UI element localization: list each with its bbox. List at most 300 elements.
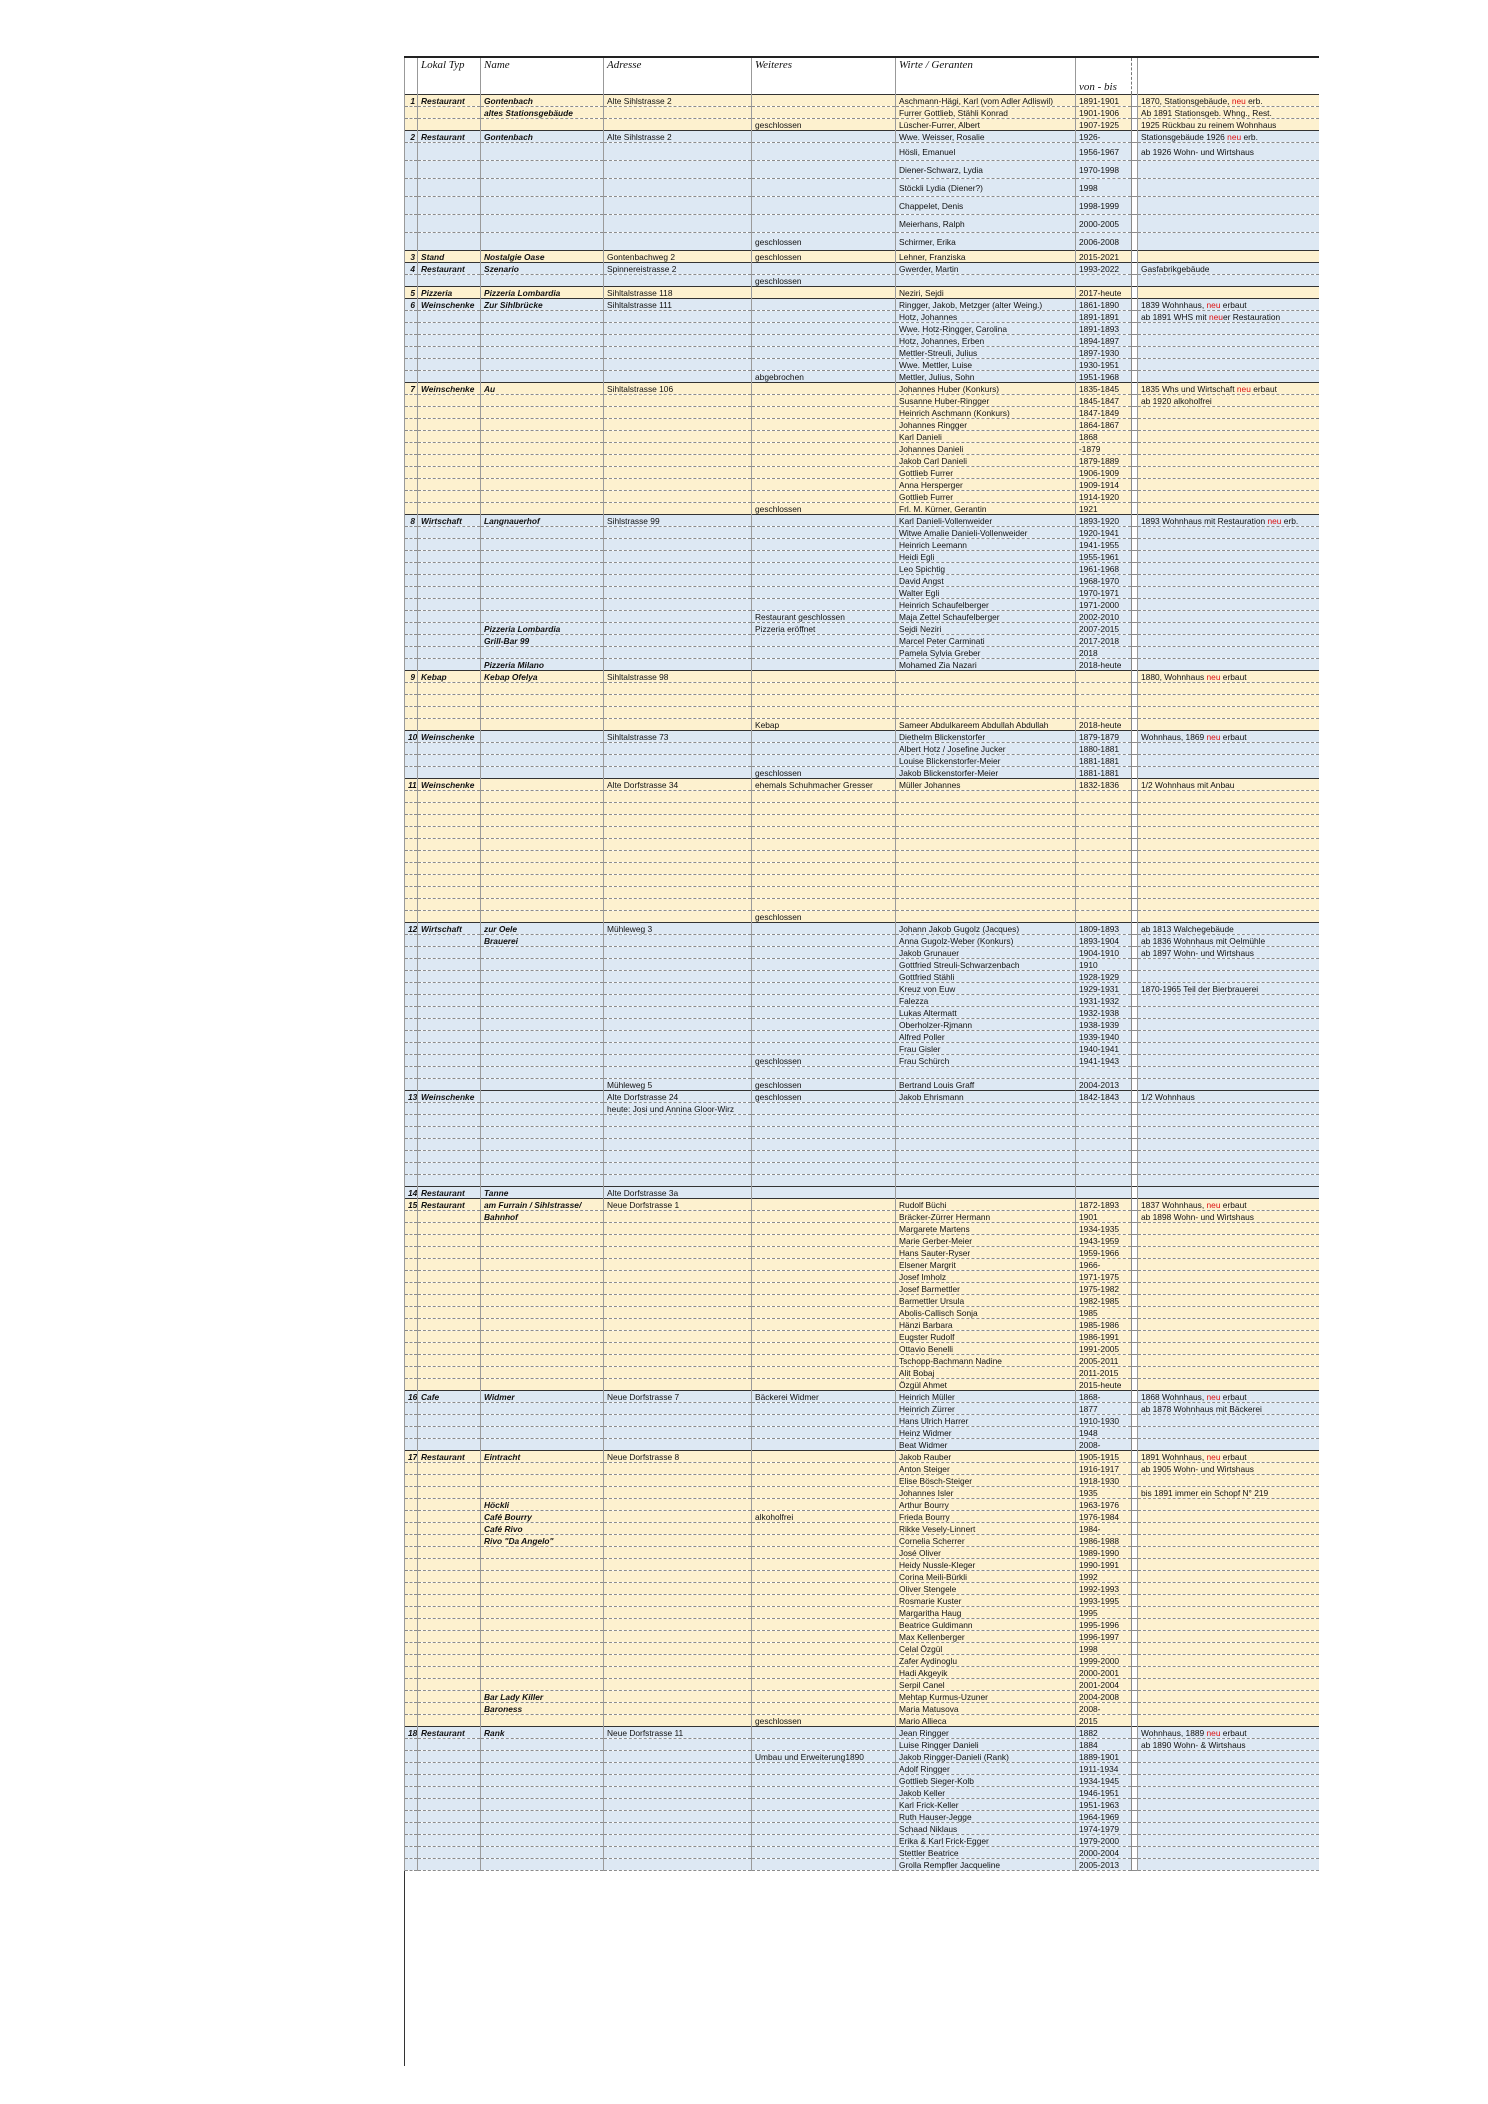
cell-weiteres [752, 803, 896, 815]
table-row [405, 1223, 1319, 1235]
cell-nr [405, 455, 418, 467]
cell-nr [405, 1595, 418, 1607]
cell-name [481, 359, 604, 371]
neu-highlight: neu [1206, 1727, 1221, 1738]
cell-remarks [1138, 431, 1319, 443]
cell-wirte [896, 695, 1076, 707]
cell-name [481, 1319, 604, 1331]
cell-remarks [1138, 179, 1319, 197]
cell-wirte: Mettler-Streuli, Julius [896, 347, 1076, 359]
cell-nr: 18 [405, 1727, 418, 1739]
cell-von-bis: 2000-2004 [1076, 1847, 1132, 1859]
cell-adresse [604, 707, 752, 719]
cell-weiteres [752, 1787, 896, 1799]
cell-name [481, 563, 604, 575]
table-row [405, 899, 1319, 911]
cell-von-bis: 2000-2005 [1076, 215, 1132, 233]
cell-wirte: Kreuz von Euw [896, 983, 1076, 995]
cell-adresse [604, 647, 752, 659]
cell-name [481, 851, 604, 863]
cell-weiteres [752, 1379, 896, 1391]
cell-von-bis: 1986-1988 [1076, 1535, 1132, 1547]
cell-von-bis [1076, 707, 1132, 719]
cell-von-bis: 1951-1963 [1076, 1799, 1132, 1811]
cell-remarks: 1868 Wohnhaus, neu erbaut [1138, 1391, 1319, 1403]
cell-weiteres [752, 179, 896, 197]
table-row [405, 1307, 1319, 1319]
cell-nr [405, 179, 418, 197]
cell-nr: 12 [405, 923, 418, 935]
cell-wirte [896, 275, 1076, 287]
cell-weiteres [752, 1775, 896, 1787]
cell-remarks [1138, 647, 1319, 659]
cell-von-bis: 1996-1997 [1076, 1631, 1132, 1643]
cell-remarks [1138, 1031, 1319, 1043]
cell-lokal-typ [418, 1619, 481, 1631]
header-weiteres: Weiteres [752, 57, 896, 95]
cell-weiteres [752, 971, 896, 983]
cell-adresse [604, 233, 752, 251]
cell-weiteres [752, 995, 896, 1007]
cell-wirte: Johannes Isler [896, 1487, 1076, 1499]
cell-remarks: 1835 Whs und Wirtschaft neu erbaut [1138, 383, 1319, 395]
cell-nr [405, 1139, 418, 1151]
cell-lokal-typ [418, 1499, 481, 1511]
cell-lokal-typ [418, 503, 481, 515]
cell-wirte: David Angst [896, 575, 1076, 587]
cell-nr [405, 1475, 418, 1487]
cell-wirte [896, 1067, 1076, 1079]
cell-nr [405, 599, 418, 611]
neu-highlight: neu [1206, 671, 1221, 682]
cell-lokal-typ [418, 983, 481, 995]
cell-nr [405, 371, 418, 383]
cell-name: Eintracht [481, 1451, 604, 1463]
cell-lokal-typ [418, 1775, 481, 1787]
cell-lokal-typ [418, 1355, 481, 1367]
cell-name [481, 419, 604, 431]
cell-nr [405, 827, 418, 839]
cell-von-bis [1076, 863, 1132, 875]
cell-adresse [604, 815, 752, 827]
cell-nr [405, 1751, 418, 1763]
cell-name [481, 1043, 604, 1055]
table-row [405, 611, 1319, 623]
table-row [405, 1331, 1319, 1343]
cell-nr [405, 1223, 418, 1235]
cell-weiteres [752, 383, 896, 395]
cell-weiteres [752, 887, 896, 899]
cell-lokal-typ [418, 1247, 481, 1259]
table-row [405, 1127, 1319, 1139]
cell-adresse [604, 971, 752, 983]
cell-weiteres [752, 599, 896, 611]
cell-adresse [604, 803, 752, 815]
cell-lokal-typ [418, 179, 481, 197]
cell-weiteres [752, 1667, 896, 1679]
cell-nr: 7 [405, 383, 418, 395]
cell-lokal-typ [418, 1535, 481, 1547]
cell-name: Au [481, 383, 604, 395]
cell-adresse [604, 1031, 752, 1043]
cell-lokal-typ [418, 143, 481, 161]
cell-adresse [604, 683, 752, 695]
cell-adresse [604, 1019, 752, 1031]
cell-remarks [1138, 1439, 1319, 1451]
cell-adresse [604, 1655, 752, 1667]
table-row [405, 923, 1319, 935]
cell-name [481, 1031, 604, 1043]
cell-remarks: 1893 Wohnhaus mit Restauration neu erb. [1138, 515, 1319, 527]
cell-adresse [604, 1223, 752, 1235]
cell-weiteres: geschlossen [752, 275, 896, 287]
table-row [405, 1571, 1319, 1583]
cell-von-bis: 1993-1995 [1076, 1595, 1132, 1607]
table-row [405, 971, 1319, 983]
cell-adresse: Alte Dorfstrasse 34 [604, 779, 752, 791]
cell-lokal-typ [418, 1211, 481, 1223]
cell-weiteres [752, 215, 896, 233]
cell-remarks [1138, 407, 1319, 419]
cell-adresse [604, 1055, 752, 1067]
cell-name [481, 1259, 604, 1271]
cell-weiteres [752, 1355, 896, 1367]
cell-remarks [1138, 743, 1319, 755]
cell-wirte: Mario Allieca [896, 1715, 1076, 1727]
cell-weiteres: geschlossen [752, 1091, 896, 1103]
cell-lokal-typ [418, 1055, 481, 1067]
cell-adresse [604, 1691, 752, 1703]
cell-nr [405, 563, 418, 575]
cell-name [481, 143, 604, 161]
cell-nr [405, 683, 418, 695]
cell-remarks [1138, 1043, 1319, 1055]
cell-lokal-typ [418, 1331, 481, 1343]
cell-adresse: Neue Dorfstrasse 1 [604, 1199, 752, 1211]
cell-remarks [1138, 1247, 1319, 1259]
cell-name [481, 1403, 604, 1415]
cell-adresse [604, 1583, 752, 1595]
cell-remarks [1138, 1715, 1319, 1727]
cell-name [481, 995, 604, 1007]
cell-von-bis: 1882 [1076, 1727, 1132, 1739]
table-row [405, 539, 1319, 551]
cell-von-bis: 1891-1901 [1076, 95, 1132, 107]
cell-von-bis: 1904-1910 [1076, 947, 1132, 959]
cell-weiteres [752, 1619, 896, 1631]
cell-wirte: Eugster Rudolf [896, 1331, 1076, 1343]
cell-adresse [604, 551, 752, 563]
cell-weiteres [752, 1187, 896, 1199]
cell-lokal-typ [418, 899, 481, 911]
cell-name [481, 1547, 604, 1559]
cell-remarks [1138, 971, 1319, 983]
cell-von-bis: 2011-2015 [1076, 1367, 1132, 1379]
cell-adresse [604, 527, 752, 539]
cell-name [481, 233, 604, 251]
cell-adresse [604, 995, 752, 1007]
cell-remarks [1138, 1607, 1319, 1619]
cell-weiteres: geschlossen [752, 119, 896, 131]
cell-name [481, 395, 604, 407]
cell-nr [405, 1259, 418, 1271]
table-row [405, 839, 1319, 851]
table-row [405, 347, 1319, 359]
cell-name [481, 803, 604, 815]
cell-remarks [1138, 1223, 1319, 1235]
cell-remarks [1138, 1643, 1319, 1655]
cell-nr [405, 1655, 418, 1667]
cell-name [481, 1715, 604, 1727]
cell-remarks [1138, 323, 1319, 335]
cell-wirte: Heinrich Schaufelberger [896, 599, 1076, 611]
cell-adresse [604, 161, 752, 179]
cell-adresse [604, 1811, 752, 1823]
cell-adresse [604, 539, 752, 551]
cell-lokal-typ [418, 1835, 481, 1847]
cell-nr [405, 575, 418, 587]
cell-nr [405, 1739, 418, 1751]
cell-adresse [604, 1499, 752, 1511]
cell-wirte [896, 815, 1076, 827]
cell-adresse [604, 587, 752, 599]
cell-name [481, 1367, 604, 1379]
cell-nr [405, 695, 418, 707]
cell-adresse [604, 179, 752, 197]
cell-nr [405, 1007, 418, 1019]
cell-lokal-typ [418, 1679, 481, 1691]
cell-wirte [896, 899, 1076, 911]
cell-lokal-typ [418, 1163, 481, 1175]
cell-weiteres [752, 947, 896, 959]
cell-remarks [1138, 1019, 1319, 1031]
cell-lokal-typ [418, 431, 481, 443]
cell-adresse [604, 1271, 752, 1283]
cell-nr: 14 [405, 1187, 418, 1199]
cell-adresse [604, 119, 752, 131]
cell-von-bis: 1998-1999 [1076, 197, 1132, 215]
cell-nr [405, 1571, 418, 1583]
cell-remarks: ab 1891 WHS mit neuer Restauration [1138, 311, 1319, 323]
cell-weiteres [752, 1463, 896, 1475]
cell-weiteres [752, 1151, 896, 1163]
cell-wirte: Johannes Huber (Konkurs) [896, 383, 1076, 395]
cell-lokal-typ [418, 599, 481, 611]
cell-name [481, 1835, 604, 1847]
cell-adresse: Mühleweg 3 [604, 923, 752, 935]
table-row [405, 1631, 1319, 1643]
cell-name [481, 215, 604, 233]
cell-remarks [1138, 1163, 1319, 1175]
cell-lokal-typ [418, 587, 481, 599]
cell-wirte: Karl Danieli [896, 431, 1076, 443]
cell-nr [405, 1523, 418, 1535]
cell-wirte [896, 1187, 1076, 1199]
cell-von-bis: 1911-1934 [1076, 1763, 1132, 1775]
cell-adresse [604, 479, 752, 491]
cell-adresse [604, 1559, 752, 1571]
cell-weiteres [752, 1691, 896, 1703]
cell-wirte: Alit Bobaj [896, 1367, 1076, 1379]
cell-von-bis: 1872-1893 [1076, 1199, 1132, 1211]
cell-name [481, 1775, 604, 1787]
cell-nr [405, 1703, 418, 1715]
cell-nr [405, 359, 418, 371]
cell-name [481, 347, 604, 359]
cell-weiteres [752, 1523, 896, 1535]
cell-remarks [1138, 1475, 1319, 1487]
cell-name [481, 1055, 604, 1067]
cell-wirte: Gwerder, Martin [896, 263, 1076, 275]
cell-name [481, 1355, 604, 1367]
cell-von-bis: 1842-1843 [1076, 1091, 1132, 1103]
cell-remarks [1138, 1343, 1319, 1355]
cell-remarks [1138, 443, 1319, 455]
cell-remarks [1138, 1619, 1319, 1631]
cell-adresse [604, 1163, 752, 1175]
cell-name [481, 911, 604, 923]
cell-weiteres [752, 1115, 896, 1127]
cell-remarks [1138, 527, 1319, 539]
cell-lokal-typ: Restaurant [418, 95, 481, 107]
cell-lokal-typ [418, 1031, 481, 1043]
cell-name [481, 1667, 604, 1679]
cell-remarks [1138, 1667, 1319, 1679]
cell-name [481, 1571, 604, 1583]
cell-adresse [604, 1175, 752, 1187]
cell-name: Höckli [481, 1499, 604, 1511]
cell-weiteres [752, 647, 896, 659]
cell-remarks [1138, 587, 1319, 599]
cell-weiteres [752, 1247, 896, 1259]
cell-remarks [1138, 563, 1319, 575]
cell-remarks [1138, 1151, 1319, 1163]
table-row [405, 587, 1319, 599]
cell-wirte: Corina Meili-Bürkli [896, 1571, 1076, 1583]
cell-von-bis [1076, 911, 1132, 923]
cell-nr [405, 1211, 418, 1223]
cell-lokal-typ: Stand [418, 251, 481, 263]
cell-von-bis: 1939-1940 [1076, 1031, 1132, 1043]
cell-wirte [896, 839, 1076, 851]
cell-adresse [604, 197, 752, 215]
cell-nr [405, 791, 418, 803]
cell-wirte: Johann Jakob Gugolz (Jacques) [896, 923, 1076, 935]
cell-adresse [604, 1211, 752, 1223]
cell-adresse [604, 1607, 752, 1619]
cell-lokal-typ [418, 359, 481, 371]
cell-nr [405, 119, 418, 131]
cell-nr [405, 407, 418, 419]
cell-remarks [1138, 827, 1319, 839]
cell-nr [405, 161, 418, 179]
cell-nr [405, 107, 418, 119]
cell-nr [405, 815, 418, 827]
cell-remarks [1138, 1823, 1319, 1835]
cell-wirte: Anna Gugolz-Weber (Konkurs) [896, 935, 1076, 947]
cell-lokal-typ [418, 539, 481, 551]
cell-wirte: Bräcker-Zürrer Hermann [896, 1211, 1076, 1223]
neu-highlight: neu [1227, 131, 1242, 142]
cell-von-bis: 1809-1893 [1076, 923, 1132, 935]
table-row [405, 707, 1319, 719]
cell-adresse [604, 275, 752, 287]
cell-weiteres: Kebap [752, 719, 896, 731]
table-row [405, 119, 1319, 131]
cell-lokal-typ [418, 815, 481, 827]
cell-nr [405, 647, 418, 659]
cell-weiteres [752, 731, 896, 743]
cell-name [481, 983, 604, 995]
cell-name [481, 1139, 604, 1151]
cell-lokal-typ [418, 479, 481, 491]
cell-adresse [604, 791, 752, 803]
cell-nr [405, 503, 418, 515]
cell-lokal-typ [418, 743, 481, 755]
cell-name [481, 1343, 604, 1355]
cell-wirte: Marcel Peter Carminati [896, 635, 1076, 647]
cell-remarks [1138, 887, 1319, 899]
cell-weiteres [752, 851, 896, 863]
cell-adresse [604, 1571, 752, 1583]
cell-weiteres [752, 875, 896, 887]
cell-adresse [604, 347, 752, 359]
cell-remarks [1138, 1139, 1319, 1151]
cell-nr [405, 1547, 418, 1559]
table-row [405, 1043, 1319, 1055]
cell-name [481, 1811, 604, 1823]
cell-name: Café Bourry [481, 1511, 604, 1523]
table-row [405, 1211, 1319, 1223]
cell-nr [405, 1067, 418, 1079]
cell-name [481, 1847, 604, 1859]
cell-von-bis: 1893-1904 [1076, 935, 1132, 947]
cell-von-bis: 1934-1935 [1076, 1223, 1132, 1235]
cell-weiteres [752, 479, 896, 491]
cell-remarks [1138, 479, 1319, 491]
cell-von-bis: 1879-1889 [1076, 455, 1132, 467]
cell-wirte: Heinz Widmer [896, 1427, 1076, 1439]
cell-lokal-typ: Wirtschaft [418, 515, 481, 527]
neu-highlight: neu [1208, 311, 1223, 322]
cell-remarks [1138, 371, 1319, 383]
cell-lokal-typ [418, 1367, 481, 1379]
cell-name: zur Oele [481, 923, 604, 935]
table-row [405, 1655, 1319, 1667]
cell-lokal-typ [418, 875, 481, 887]
table-row [405, 1163, 1319, 1175]
cell-name: Pizzeria Lombardia [481, 287, 604, 299]
cell-remarks: 1870-1965 Teil der Bierbrauerei [1138, 983, 1319, 995]
cell-name: Tanne [481, 1187, 604, 1199]
cell-wirte: Oberholzer-Rjmann [896, 1019, 1076, 1031]
cell-weiteres [752, 527, 896, 539]
cell-name [481, 1475, 604, 1487]
cell-nr [405, 707, 418, 719]
cell-remarks [1138, 1835, 1319, 1847]
cell-name: Pizzeria Milano [481, 659, 604, 671]
cell-nr [405, 1691, 418, 1703]
cell-adresse [604, 743, 752, 755]
cell-weiteres: geschlossen [752, 503, 896, 515]
cell-von-bis: 1982-1985 [1076, 1295, 1132, 1307]
cell-adresse: Sihltalstrasse 106 [604, 383, 752, 395]
cell-lokal-typ [418, 1799, 481, 1811]
cell-weiteres [752, 323, 896, 335]
cell-nr [405, 347, 418, 359]
cell-von-bis: 2018 [1076, 647, 1132, 659]
cell-von-bis [1076, 815, 1132, 827]
